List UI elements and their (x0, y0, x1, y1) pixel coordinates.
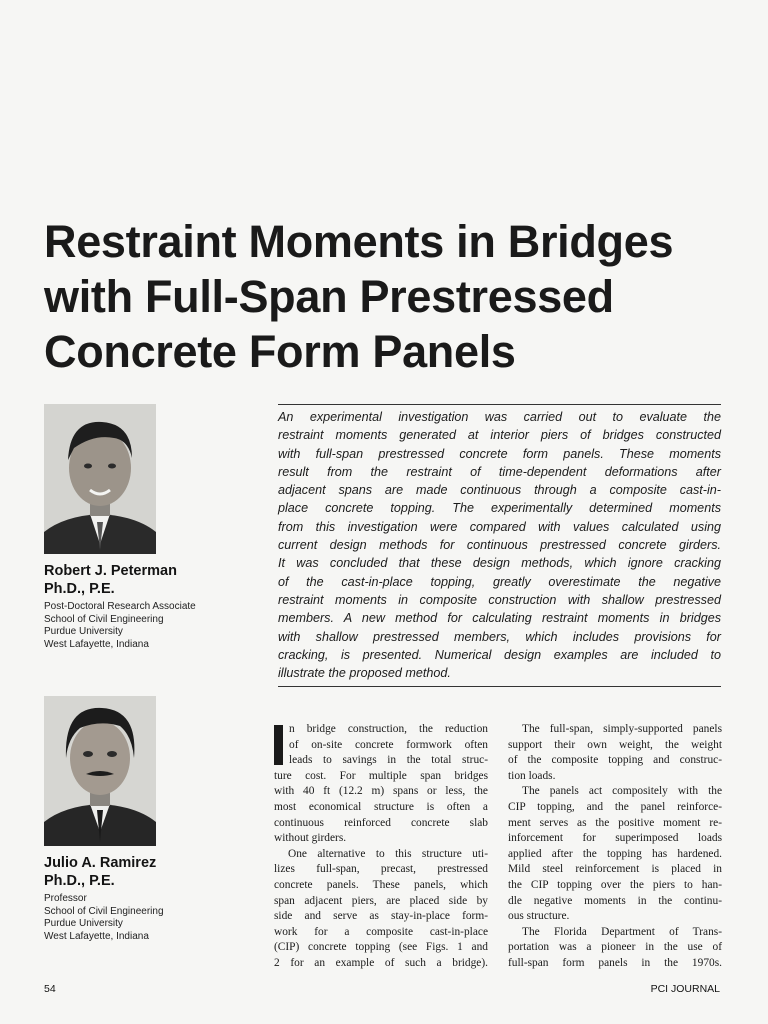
body-line: The panels act compositely with the (522, 785, 722, 798)
abstract-line: cracking, is presented. Numerical design examples are included to (278, 647, 721, 662)
affiliation-line: West Lafayette, Indiana (44, 638, 149, 650)
abstract-line: of the cast-in-place topping, greatly overestimate the negative (278, 574, 721, 589)
author-affiliation (44, 601, 244, 651)
body-line: full-span form panels in the 1970s. (508, 956, 722, 969)
author-degree-line: Ph.D., P.E. (44, 581, 115, 597)
body-line: of the composite topping and construc- (508, 754, 722, 767)
body-line: (CIP) concrete topping (see Figs. 1 and (274, 941, 488, 954)
drop-cap-i (274, 725, 283, 765)
abstract-line: adjacent spans are made continuous through a composite cast-in- (278, 483, 721, 498)
article-title (44, 214, 704, 379)
author-name-line: Julio A. Ramirez (44, 855, 157, 871)
body-line: n bridge construction, the reduction (289, 723, 488, 735)
body-line: portation was a pioneer in the use of (508, 941, 722, 954)
author-name-line: Robert J. Peterman (44, 563, 177, 579)
abstract-line: members. A new method for calculating restraint moments in bridges (278, 611, 721, 626)
abstract-line: It was concluded that these design methods, which ignore cracking (278, 556, 721, 571)
abstract-line: illustrate the proposed method. (278, 666, 451, 681)
affiliation-line: Professor (44, 893, 87, 904)
abstract-line: with full-span prestressed concrete form panels. These moments (278, 446, 721, 461)
body-line: the CIP topping over the piers to han- (508, 878, 722, 891)
abstract-line: restraint moments generated at interior piers of bridges constructed (278, 428, 721, 443)
author-photo-ramirez (44, 696, 156, 846)
body-line: concrete panels. These panels, which (274, 878, 488, 891)
body-line: One alternative to this structure uti- (288, 847, 488, 860)
author-block-peterman (44, 404, 244, 651)
affiliation-line: Purdue University (44, 918, 123, 929)
body-line: span adjacent piers, are placed side by (274, 894, 488, 907)
abstract-line: place concrete topping. The experimentally determined moments (278, 501, 721, 516)
abstract-line: from this investigation were compared with values calculated using (278, 519, 721, 534)
page-number: 54 (44, 983, 56, 995)
body-line: side and serve as stay-in-place form- (274, 910, 488, 923)
abstract-line: with shallow prestressed members, which includes provisions for (278, 629, 721, 644)
body-line: The full-span, simply-supported panels (522, 723, 722, 735)
body-line: The Florida Department of Trans- (522, 925, 722, 938)
body-line: applied after the topping has hardened. (508, 847, 722, 860)
body-line: 2 for an example of such a bridge). (274, 956, 488, 969)
abstract-line: current design methods for continuous prestressed concrete girders. (278, 538, 721, 553)
abstract (278, 404, 721, 687)
author-name (44, 854, 244, 890)
title-line: Restraint Moments in Bridges (44, 216, 674, 267)
author-block-ramirez (44, 696, 244, 943)
body-line: continuous reinforced concrete slab (274, 816, 488, 829)
author-name (44, 562, 244, 598)
body-line: inforcement for superimposed loads (508, 832, 722, 845)
affiliation-line: School of Civil Engineering (44, 905, 164, 917)
abstract-line: restraint moments in composite construction with shallow prestressed (278, 592, 721, 607)
body-line: without girders. (274, 832, 347, 845)
body-line: ture cost. For multiple span bridges (274, 769, 488, 782)
affiliation-line: Post-Doctoral Research Associate (44, 601, 196, 612)
body-line: CIP topping, and the panel reinforce- (508, 800, 722, 813)
body-line: ous structure. (508, 910, 570, 923)
affiliation-line: School of Civil Engineering (44, 613, 164, 625)
abstract-line: An experimental investigation was carried out to evaluate the (278, 410, 721, 424)
body-line: dle negative moments in the continu- (508, 894, 722, 907)
author-photo-peterman (44, 404, 156, 554)
journal-name: PCI JOURNAL (650, 983, 720, 995)
body-line: with 40 ft (12.2 m) spans or less, the (274, 785, 488, 798)
affiliation-line: Purdue University (44, 626, 123, 637)
body-line: of on-site concrete formwork often (289, 738, 488, 751)
title-line: Concrete Form Panels (44, 326, 516, 377)
abstract-line: result from the restraint of time-dependent deformations after (278, 464, 721, 479)
body-line: Mild steel reinforcement is placed in (508, 863, 722, 876)
body-line: support their own weight, the weight (508, 738, 722, 751)
body-column-2 (508, 722, 722, 972)
title-line: with Full-Span Prestressed (44, 271, 614, 322)
body-line: tion loads. (508, 769, 556, 782)
body-line: work for a composite cast-in-place (274, 925, 488, 938)
affiliation-line: West Lafayette, Indiana (44, 930, 149, 942)
portrait-icon (44, 404, 156, 554)
author-degree-line: Ph.D., P.E. (44, 873, 115, 889)
body-line: lizes full-span, precast, prestressed (274, 863, 488, 876)
body-line: ment serves as the positive moment re- (508, 816, 722, 829)
body-line: most economical structure is often a (274, 800, 488, 813)
portrait-icon (44, 696, 156, 846)
author-affiliation (44, 893, 244, 943)
body-line: leads to savings in the total struc- (289, 754, 488, 767)
body-column-1 (274, 722, 488, 972)
